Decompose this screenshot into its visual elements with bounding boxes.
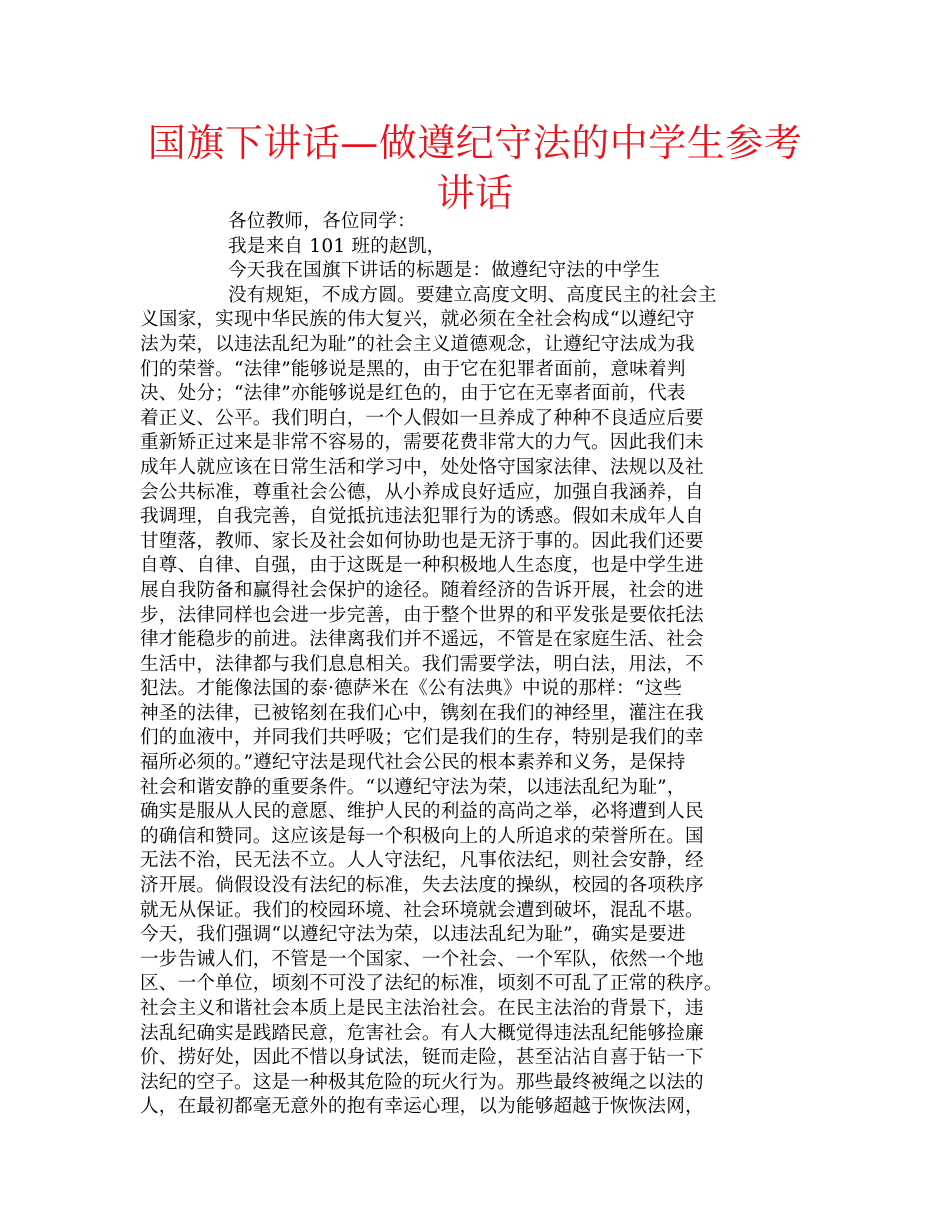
text-line: 重新矫正过来是非常不容易的，需要花费非常大的力气。因此我们未	[140, 432, 704, 454]
text-line: 律才能稳步的前进。法律离我们并不遥远，不管是在家庭生活、社会	[140, 629, 704, 651]
text-line: 法为荣，以违法乱纪为耻”的社会主义道德观念，让遵纪守法成为我	[140, 333, 695, 355]
text-line: 确实是服从人民的意愿、维护人民的利益的高尚之举，必将遭到人民	[140, 801, 704, 823]
text-line: 们的荣誉。“法律”能够说是黑的，由于它在犯罪者面前，意味着判	[140, 358, 686, 380]
text-line: 社会和谐安静的重要条件。“以遵纪守法为荣，以违法乱纪为耻”，	[140, 776, 686, 798]
text-line: 福所必须的。”遵纪守法是现代社会公民的根本素养和义务，是保持	[140, 752, 686, 774]
text-line: 一步告诫人们，不管是一个国家、一个社会、一个军队，依然一个地	[140, 948, 704, 970]
text-line: 人，在最初都毫无意外的抱有幸运心理，以为能够超越于恢恢法网，	[140, 1096, 704, 1118]
text-line: 神圣的法律，已被铭刻在我们心中，镌刻在我们的神经里，灌注在我	[140, 702, 704, 724]
text-line: 我调理，自我完善，自觉抵抗违法犯罪行为的诱惑。假如未成年人自	[140, 506, 704, 528]
text-line: 社会主义和谐社会本质上是民主法治社会。在民主法治的背景下，违	[140, 998, 704, 1019]
text-line: 们的血液中，并同我们共呼吸；它们是我们的生存，特别是我们的幸	[140, 727, 704, 749]
text-line: 法乱纪确实是践踏民意，危害社会。有人大概觉得违法乱纪能够捡廉	[140, 1022, 704, 1044]
text-line: 就无从保证。我们的校园环境、社会环境就会遭到破坏，混乱不堪。	[140, 899, 704, 921]
text-line: 展自我防备和赢得社会保护的途径。随着经济的告诉开展，社会的进	[140, 579, 704, 601]
text-line: 没有规矩，不成方圆。要建立高度文明、高度民主的社会主	[228, 284, 717, 306]
text-line: 今天，我们强调“以遵纪守法为荣，以违法乱纪为耻”，确实是要进	[140, 924, 686, 946]
text-line: 无法不治，民无法不立。人人守法纪，凡事依法纪，则社会安静，经	[140, 850, 704, 872]
text-line: 步，法律同样也会进一步完善，由于整个世界的和平发张是要依托法	[140, 604, 704, 626]
text-line: 会公共标准，尊重社会公德，从小养成良好适应，加强自我涵养，自	[140, 481, 704, 503]
text-line: 区、一个单位，顷刻不可没了法纪的标准，顷刻不可乱了正常的秩序。	[140, 973, 723, 995]
text-line: 成年人就应该在日常生活和学习中，处处恪守国家法律、法规以及社	[140, 456, 704, 478]
text-line: 着正义、公平。我们明白，一个人假如一旦养成了种种不良适应后要	[140, 407, 704, 429]
text-line: 义国家，实现中华民族的伟大复兴，就必须在全社会构成“以遵纪守	[140, 309, 695, 331]
text-line: 各位教师，各位同学：	[228, 211, 416, 232]
text-line: 的确信和赞同。这应该是每一个积极向上的人所追求的荣誉所在。国	[140, 825, 704, 847]
body-text	[140, 210, 812, 1120]
text-line: 自尊、自律、自强，由于这既是一种积极地人生态度，也是中学生进	[140, 555, 704, 577]
text-line: 生活中，法律都与我们息息相关。我们需要学法，明白法，用法，不	[140, 653, 704, 675]
text-line: 价、捞好处，因此不惜以身试法，铤而走险，甚至沾沾自喜于钻一下	[140, 1047, 704, 1069]
page-title: 国旗下讲话—做遵纪守法的中学生参考讲话	[147, 121, 803, 215]
text-line: 甘堕落，教师、家长及社会如何协助也是无济于事的。因此我们还要	[140, 530, 704, 552]
text-line: 我是来自 101 班的赵凯，	[228, 235, 446, 257]
text-line: 济开展。倘假设没有法纪的标准，失去法度的操纵，校园的各项秩序	[140, 875, 704, 897]
text-line: 法纪的空子。这是一种极其危险的玩火行为。那些最终被绳之以法的	[140, 1071, 704, 1093]
text-line: 今天我在国旗下讲话的标题是：做遵纪守法的中学生	[228, 260, 661, 282]
text-line: 犯法。才能像法国的泰·德萨米在《公有法典》中说的那样：“这些	[140, 678, 683, 700]
text-line: 决、处分；“法律”亦能够说是红色的，由于它在无辜者面前，代表	[140, 383, 686, 405]
